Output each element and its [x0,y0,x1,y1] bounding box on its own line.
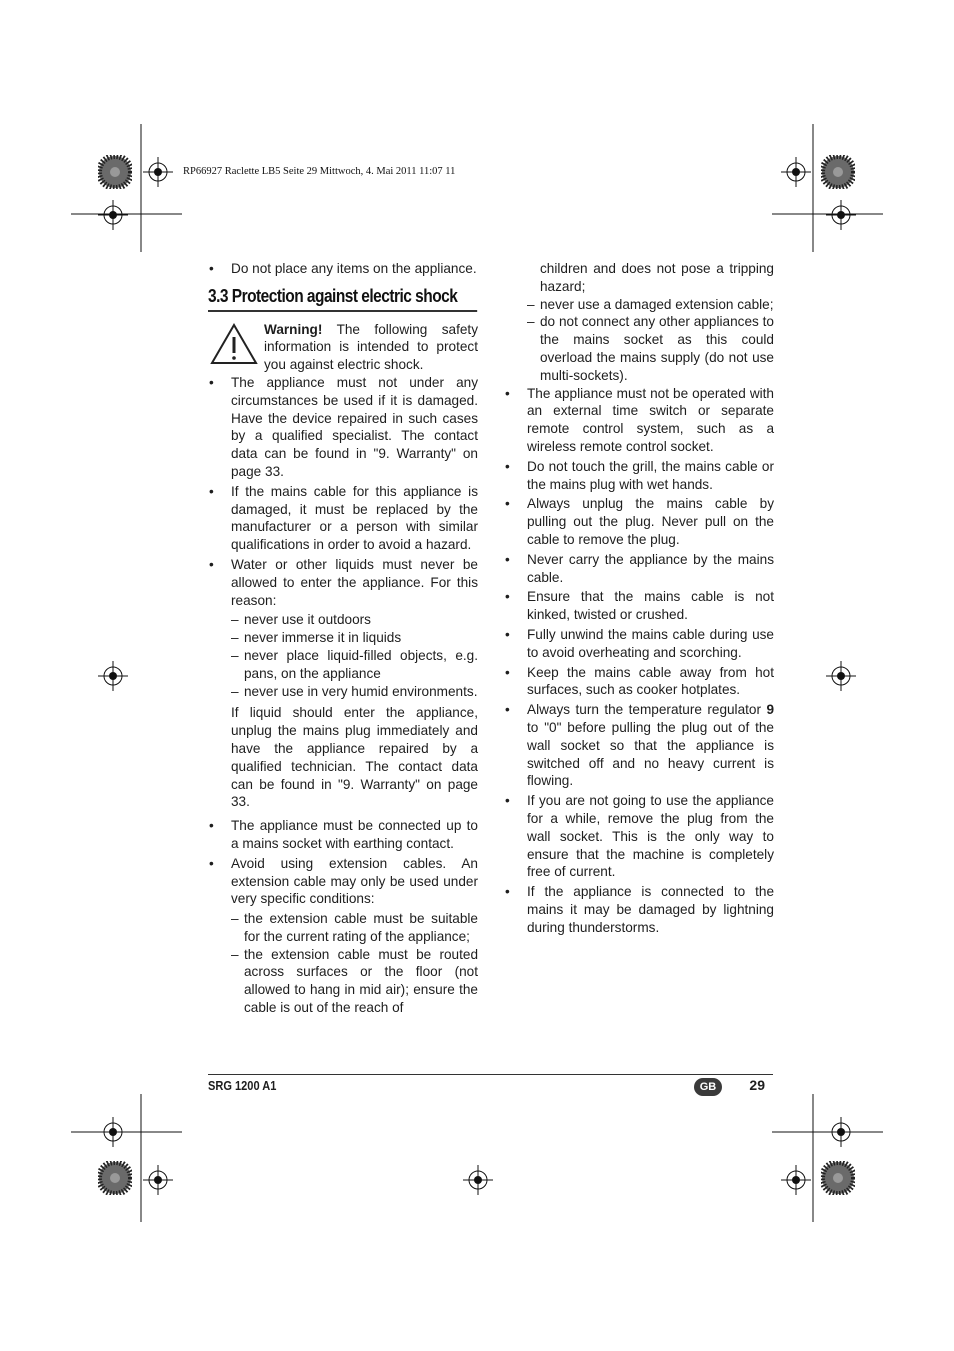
list-item: • Do not place any items on the appliance. [208,260,478,278]
regulator-text-after: to "0" before pulling the plug out of the wall socket so that the appliance is switched off and no heavy current is flowing. [527,719,774,789]
list-item: • If you are not going to use the appliance for a while, remove the plug from the wall socket. This is the only way to ensure that the machine is completely free of current. [504,792,774,881]
list-item: • The appliance must not be operated with an external time switch or separate remote control system, such as a wireless remote control socket. [504,385,774,456]
list-item: • Ensure that the mains cable is not kinked, twisted or crushed. [504,588,774,624]
registration-mark-icon [826,661,856,691]
warning-box [208,321,478,374]
print-header: RP66927 Raclette LB5 Seite 29 Mittwoch, 4. Mai 2011 11:07 11 [183,166,456,177]
sub-list-item: – the extension cable must be suitable for the current rating of the appliance; [231,910,478,946]
registration-mark-icon [143,1165,173,1195]
model-number: SRG 1200 A1 [208,1078,277,1093]
sub-list-item: – never use in very humid environments. [231,683,478,701]
language-badge: GB [694,1078,722,1096]
extension-sub-list [231,910,478,1017]
registration-mark-icon [826,1117,856,1147]
color-calibration-disc-icon [98,1161,132,1195]
page-number: 29 [749,1077,765,1093]
warning-triangle-icon [210,323,258,365]
continuation-text: children and does not pose a tripping hazard; [540,261,774,294]
color-calibration-disc-icon [821,1161,855,1195]
list-item: • Always unplug the mains cable by pulling out the plug. Never pull on the cable to remove the plug. [504,495,774,548]
color-calibration-disc-icon [821,155,855,189]
page-footer [208,1074,773,1105]
warning-body: The following safety information is intended to protect you against electric shock. [264,321,478,373]
sub-list-item: – the extension cable must be routed across surfaces or the floor (not allowed to hang in mid air); ensure the cable is out of the reach of [231,946,478,1017]
warning-text [264,321,478,374]
sub-list-item: – never immerse it in liquids [231,629,478,647]
list-item: • The appliance must not under any circumstances be used if it is damaged. Have the device repaired in such cases by a qualified specialist. The contact data can be found in "9. Warranty" on page 33. [208,374,478,481]
list-item: • If the appliance is connected to the mains it may be damaged by lightning during thunderstorms. [504,883,774,936]
warning-label: Warning! [264,321,323,337]
regulator-text-before: Always turn the temperature regulator [527,702,767,718]
extension-sub-list-continued [527,296,774,385]
sub-list-item: – do not connect any other appliances to the mains socket as this could overload the mains supply (do not use multi-sockets). [527,313,774,384]
registration-mark-icon [98,661,128,691]
registration-mark-icon [143,157,173,187]
list-item: • Fully unwind the mains cable during use to avoid overheating and scorching. [504,626,774,662]
liquid-note: If liquid should enter the appliance, unplug the mains plug immediately and have the appliance repaired by a qualified technician. The contact data can be found in "9. Warranty" on page 33. [231,705,478,810]
list-item: • If the mains cable for this appliance is damaged, it must be replaced by the manufacturer or a person with similar qualifications in order to avoid a hazard. [208,483,478,554]
list-item-regulator [504,701,774,790]
sub-list-item: – never use it outdoors [231,611,478,629]
list-item: • The appliance must be connected up to a mains socket with earthing contact. [208,817,478,853]
registration-mark-icon [463,1165,493,1195]
registration-mark-icon [781,157,811,187]
registration-mark-icon [98,1117,128,1147]
registration-mark-icon [826,200,856,230]
list-item: • Water or other liquids must never be allowed to enter the appliance. For this reason: [208,556,478,609]
left-column [208,260,478,1017]
list-item: • Never carry the appliance by the mains cable. [504,551,774,587]
list-item: • Do not touch the grill, the mains cable or the mains plug with wet hands. [504,458,774,494]
registration-mark-icon [98,200,128,230]
registration-mark-icon [781,1165,811,1195]
sub-list-item: – never use a damaged extension cable; [527,296,774,314]
sub-list-item: – never place liquid-filled objects, e.g. pans, on the appliance [231,647,478,683]
regulator-number: 9 [766,702,774,718]
list-item: • Avoid using extension cables. An extension cable may only be used under very specific conditions: [208,855,478,908]
water-sub-list [231,611,478,700]
color-calibration-disc-icon [98,155,132,189]
right-column [504,260,774,938]
list-item: • Keep the mains cable away from hot surfaces, such as cooker hotplates. [504,664,774,700]
section-heading: 3.3 Protection against electric shock [208,288,477,312]
